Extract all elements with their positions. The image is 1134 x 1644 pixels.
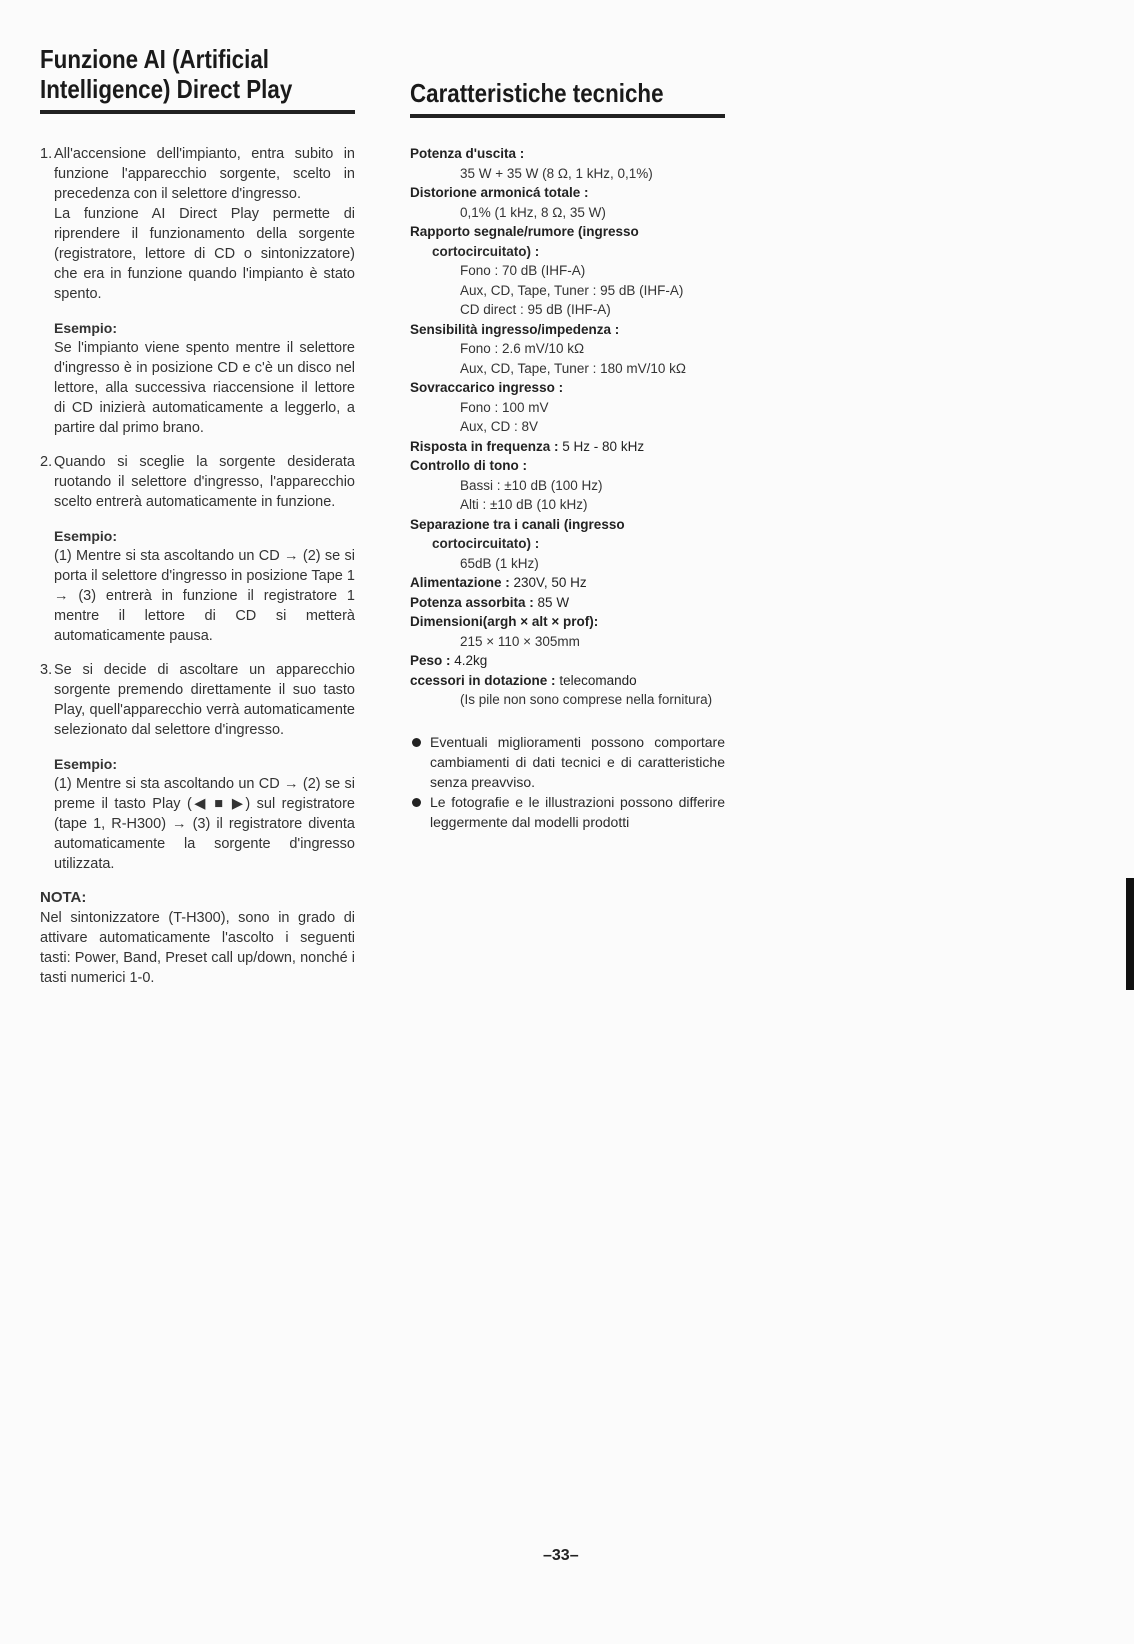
example-label: Esempio: <box>54 320 118 336</box>
spec-accessori-label: ccessori in dotazione : <box>410 672 556 688</box>
item-text: Quando si sceglie la sorgente desiderata ruotando il selettore d'ingresso, l'apparecchio scelto entrerà automaticamente in funzione. <box>54 454 355 510</box>
nota-text: Nel sintonizzatore (T-H300), sono in grado di attivare automaticamente l'ascolto i seguenti tasti: Power, Band, Preset call up/down, nonché i tasti numerici 1-0. <box>40 910 355 986</box>
spec-rapporto-label: Rapporto segnale/rumore (ingresso <box>410 224 639 239</box>
spec-rapporto-aux: Aux, CD, Tape, Tuner : 95 dB (IHF-A) <box>460 282 684 298</box>
example-block-1 <box>40 318 355 438</box>
spec-peso-value: 4.2kg <box>454 653 488 668</box>
spec-list <box>410 144 725 710</box>
item-text-continued: La funzione AI Direct Play permette di riprendere il funzionamento della sorgente (registratore, lettore di CD o sintonizzatore) che era in funzione quando l'impianto è stato spento. <box>54 206 355 302</box>
section-title-specs: Caratteristiche tecniche <box>410 78 664 108</box>
spec-rapporto-label-cont: cortocircuitato) : <box>432 243 540 259</box>
spec-separazione-label-cont: cortocircuitato) : <box>432 536 540 551</box>
spec-separazione-label: Separazione tra i canali (ingresso <box>410 516 625 532</box>
spec-rapporto-cd: CD direct : 95 dB (IHF-A) <box>460 302 611 317</box>
page-number: –33– <box>543 1547 579 1564</box>
spec-separazione-value: 65dB (1 kHz) <box>460 555 539 571</box>
spec-sovraccarico-fono: Fono : 100 mV <box>460 399 549 415</box>
note-text: Le fotografie e le illustrazioni possono differire leggermente dal modelli prodotti <box>430 793 725 830</box>
note-bullet-1 <box>410 732 725 792</box>
example-block-2 <box>40 526 355 646</box>
spec-alimentazione-label: Alimentazione : <box>410 575 510 590</box>
example-text: (1) Mentre si sta ascoltando un CD → (2) se si preme il tasto Play (◀ ■ ▶) sul registratore (tape 1, R-H300) → (3) il registratore diventa automaticamente la sorgente d'ingresso utilizzata. <box>54 776 355 872</box>
title-line-1: Funzione AI (Artificial <box>40 44 269 74</box>
spec-controllo-bassi: Bassi : ±10 dB (100 Hz) <box>460 477 603 493</box>
spec-risposta-value: 5 Hz - 80 kHz <box>562 438 645 454</box>
spec-sensibilita-label: Sensibilità ingresso/impedenza : <box>410 321 620 337</box>
spec-accessori-note: (Is pile non sono comprese nella fornitura) <box>460 692 713 707</box>
spec-controllo-label: Controllo di tono : <box>410 458 527 473</box>
list-item-2 <box>40 452 355 512</box>
list-item-3 <box>40 660 355 740</box>
spec-rapporto-fono: Fono : 70 dB (IHF-A) <box>460 263 586 278</box>
example-label: Esempio: <box>54 756 118 772</box>
spec-potenza-label: Potenza d'uscita : <box>410 146 525 161</box>
nota-label: NOTA: <box>40 889 87 906</box>
spec-potenza-assorbita-label: Potenza assorbita : <box>410 594 534 610</box>
note-bullet-2 <box>410 792 725 832</box>
spec-potenza-value: 35 W + 35 W (8 Ω, 1 kHz, 0,1%) <box>460 165 653 181</box>
bullet-dot-icon <box>412 738 421 747</box>
example-text: (1) Mentre si sta ascoltando un CD → (2) se si porta il selettore d'ingresso in posizione Tape 1 → (3) entrerà in funzione il registratore 1 mentre il lettore di CD si metterà automaticamente pausa. <box>54 548 355 644</box>
spec-accessori-value: telecomando <box>559 672 637 688</box>
list-item-1 <box>40 144 355 304</box>
spec-sensibilita-fono: Fono : 2.6 mV/10 kΩ <box>460 341 585 356</box>
title-line-2: Intelligence) Direct Play <box>40 74 293 104</box>
example-block-3 <box>40 754 355 874</box>
left-column <box>40 44 355 988</box>
bullet-dot-icon <box>412 798 421 807</box>
item-number: 2. <box>40 454 53 470</box>
spec-sensibilita-aux: Aux, CD, Tape, Tuner : 180 mV/10 kΩ <box>460 360 686 376</box>
spec-potenza-assorbita-value: 85 W <box>537 594 570 610</box>
spec-distorsione-value: 0,1% (1 kHz, 8 Ω, 35 W) <box>460 204 606 220</box>
spec-risposta-label: Risposta in frequenza : <box>410 438 559 454</box>
spec-alimentazione-value: 230V, 50 Hz <box>513 575 587 590</box>
spec-alimentazione <box>410 573 725 593</box>
section-title-ai-direct-play <box>40 44 311 104</box>
spec-peso <box>410 651 725 671</box>
spec-sovraccarico-label: Sovraccarico ingresso : <box>410 380 564 395</box>
spec-dimensioni-value: 215 × 110 × 305mm <box>460 633 580 649</box>
item-text: All'accensione dell'impianto, entra subito in funzione l'apparecchio sorgente, scelto in precedenza con il selettore d'ingresso. <box>54 146 355 202</box>
note-text: Eventuali miglioramenti possono comportare cambiamenti di dati tecnici e di caratteristiche senza preavviso. <box>430 733 725 790</box>
page-edge-tab <box>1126 878 1134 990</box>
spec-accessori <box>410 671 725 691</box>
item-number: 3. <box>40 662 53 678</box>
spec-risposta <box>410 437 725 457</box>
item-text: Se si decide di ascoltare un apparecchio sorgente premendo direttamente il suo tasto Play, quell'apparecchio verrà automaticamente selezionato dal selettore d'ingresso. <box>54 662 355 738</box>
right-column <box>410 78 725 832</box>
spec-controllo-alti: Alti : ±10 dB (10 kHz) <box>460 497 588 512</box>
spec-sovraccarico-aux: Aux, CD : 8V <box>460 419 539 434</box>
spec-potenza-assorbita <box>410 593 725 613</box>
example-text: Se l'impianto viene spento mentre il selettore d'ingresso è in posizione CD e c'è un disco nel lettore, alla successiva riaccensione il lettore di CD inizierà automaticamente a leggerlo, a partire dal primo brano. <box>54 340 355 436</box>
spec-distorsione-label: Distorione armonicá totale : <box>410 185 589 200</box>
example-label: Esempio: <box>54 528 118 544</box>
spec-peso-label: Peso : <box>410 653 451 668</box>
spec-dimensioni-label: Dimensioni(argh × alt × prof): <box>410 614 599 629</box>
item-number: 1. <box>40 146 53 162</box>
